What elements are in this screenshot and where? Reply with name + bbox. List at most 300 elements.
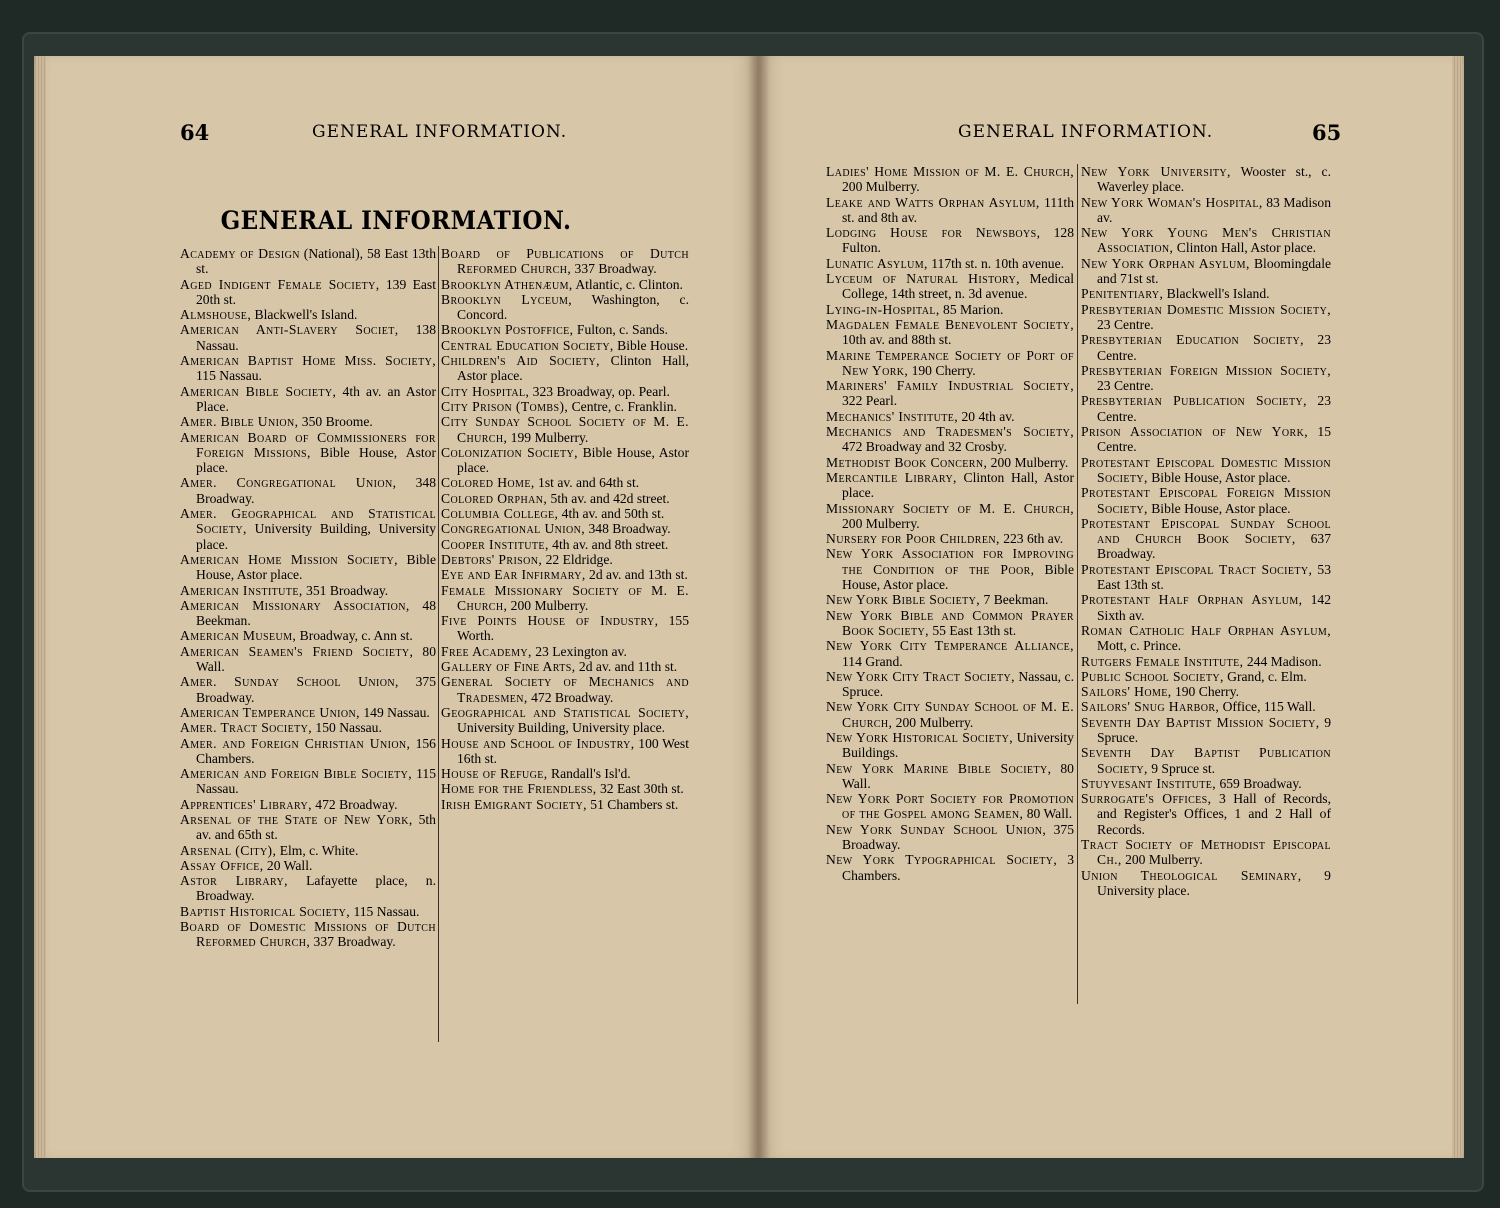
directory-entry xyxy=(441,521,689,536)
entry-address: 115 Nassau. xyxy=(196,368,262,384)
entry-address: 80 Wall. xyxy=(1023,806,1073,822)
directory-entry xyxy=(180,506,436,552)
entry-name: Presbyterian Publication Society, xyxy=(1081,393,1307,409)
directory-entry xyxy=(180,475,436,506)
entry-address: 5th av. and 42d street. xyxy=(547,490,670,506)
entry-address: 80 Wall. xyxy=(842,760,1074,791)
entry-address: 85 Marion. xyxy=(939,301,1004,317)
entry-address: University Building, University place. xyxy=(196,521,436,552)
entry-name: Penitentiary, xyxy=(1081,286,1164,302)
directory-entry xyxy=(441,781,689,796)
directory-entry xyxy=(826,791,1074,822)
entry-address: 9 Spruce. xyxy=(1097,714,1331,745)
directory-entry xyxy=(180,628,436,643)
entry-name: New York Woman's Hospital, xyxy=(1081,194,1263,210)
entry-address: 138 Nassau. xyxy=(196,322,437,353)
entry-name: American Board of Commissioners for Foreign Missions, xyxy=(180,429,436,460)
directory-entry xyxy=(441,445,689,476)
entry-name: Roman Catholic Half Orphan Asylum, xyxy=(1081,622,1331,638)
entry-name: Board of Domestic Missions of Dutch Reformed Church, xyxy=(180,919,436,950)
entry-name: Board of Publications of Dutch Reformed Church, xyxy=(441,246,689,277)
directory-entry xyxy=(180,720,436,735)
directory-entry xyxy=(1081,195,1331,226)
entry-name: Marine Temperance Society of Port of New York, xyxy=(826,347,1074,378)
entry-name: Children's Aid Society, xyxy=(441,353,600,369)
directory-entry xyxy=(180,322,436,353)
entry-name: Protestant Episcopal Sunday School and Church Book Society, xyxy=(1081,515,1331,547)
entry-name: New York Association for Improving the Condition of the Poor, xyxy=(826,546,1074,577)
entry-address: 322 Pearl. xyxy=(842,393,898,409)
entry-address: Bible House, Astor place. xyxy=(1147,500,1291,516)
right-page-edges xyxy=(1452,56,1462,1158)
directory-entry xyxy=(180,797,436,812)
entry-address: Bible House, Astor place. xyxy=(196,551,436,583)
entry-name: New York Historical Society, xyxy=(826,729,1014,745)
directory-entry xyxy=(826,271,1074,302)
entry-address: Medical College, 14th street, n. 3d avenue. xyxy=(842,271,1075,302)
entry-name: New York Bible and Common Prayer Book Society, xyxy=(826,607,1074,638)
entry-name: Protestant Episcopal Tract Society, xyxy=(1081,561,1313,577)
entry-name: Eye and Ear Infirmary, xyxy=(441,567,586,583)
entry-name: Magdalen Female Benevolent Society, xyxy=(826,316,1074,332)
entry-address: 200 Mulberry. xyxy=(507,597,589,613)
directory-entry xyxy=(826,195,1074,226)
directory-entry xyxy=(1081,485,1331,516)
entry-address: 22 Eldridge. xyxy=(542,551,613,567)
entry-name: Apprentices' Library, xyxy=(180,796,312,812)
left-page-edges xyxy=(36,56,46,1158)
entry-name: Astor Library, xyxy=(180,873,288,889)
entry-address: 190 Cherry. xyxy=(908,362,976,378)
entry-address: 114 Grand. xyxy=(842,653,903,669)
directory-entry xyxy=(441,277,689,292)
section-title: GENERAL INFORMATION. xyxy=(220,206,572,235)
right-column-2 xyxy=(1081,164,1331,898)
directory-entry xyxy=(441,644,689,659)
entry-address: Bible House, Astor place. xyxy=(196,444,436,476)
entry-address: 375 Broadway. xyxy=(196,674,436,705)
entry-address: University Building, University place. xyxy=(457,720,666,736)
entry-name: Union Theological Seminary, xyxy=(1081,867,1302,883)
entry-address: Mott, c. Prince. xyxy=(1097,638,1182,654)
entry-name: Surrogate's Offices, xyxy=(1081,791,1212,807)
directory-entry xyxy=(1081,745,1331,776)
entry-name: Colored Orphan, xyxy=(441,490,548,506)
entry-address: Washington, c. Concord. xyxy=(457,291,689,323)
directory-entry xyxy=(441,583,689,614)
entry-name: Irish Emigrant Society, xyxy=(441,796,587,812)
entry-name: Amer. Tract Society, xyxy=(180,720,313,736)
entry-address: 190 Cherry. xyxy=(1171,684,1240,700)
entry-address: 23 Centre. xyxy=(1097,393,1331,424)
directory-entry xyxy=(1081,256,1331,287)
directory-entry xyxy=(441,292,689,323)
directory-entry xyxy=(180,674,436,705)
entry-name: Congregational Union, xyxy=(441,521,586,537)
directory-entry xyxy=(180,384,436,415)
entry-address: 4th av. an Astor Place. xyxy=(196,383,436,414)
entry-name: New York Marine Bible Society, xyxy=(826,760,1052,776)
entry-name: Tract Society of Methodist Episcopal Ch., xyxy=(1081,837,1331,868)
directory-entry xyxy=(1081,225,1331,256)
entry-address: 200 Mulberry. xyxy=(892,714,974,730)
directory-entry xyxy=(826,546,1074,592)
entry-address: 348 Broadway. xyxy=(585,521,671,537)
directory-entry xyxy=(826,256,1074,271)
entry-address: 1st av. and 64th st. xyxy=(534,475,640,491)
entry-name: Cooper Institute, xyxy=(441,536,549,552)
book-gutter xyxy=(748,56,770,1158)
entry-address: 350 Broome. xyxy=(298,414,373,430)
entry-address: 155 Worth. xyxy=(457,613,689,644)
entry-name: Public School Society, xyxy=(1081,668,1224,684)
right-page-number: 65 xyxy=(1312,120,1342,145)
entry-name: Arsenal of the State of New York, xyxy=(180,811,413,827)
entry-address: 139 East 20th st. xyxy=(196,276,437,307)
entry-name: American Anti-Slavery Societ, xyxy=(180,322,399,338)
directory-entry xyxy=(1081,654,1331,669)
directory-entry xyxy=(826,378,1074,409)
entry-name: American Home Mission Society, xyxy=(180,551,398,567)
entry-name: Free Academy, xyxy=(441,643,532,659)
entry-name: Columbia College, xyxy=(441,506,559,522)
directory-entry xyxy=(180,858,436,873)
directory-entry xyxy=(180,552,436,583)
entry-name: Brooklyn Postoffice, xyxy=(441,322,574,338)
entry-address: Bloomingdale and 71st st. xyxy=(1097,255,1332,287)
directory-entry xyxy=(441,552,689,567)
directory-entry xyxy=(180,277,436,308)
directory-entry xyxy=(180,353,436,384)
entry-name: Brooklyn Lyceum, xyxy=(441,291,573,307)
directory-entry xyxy=(826,501,1074,532)
entry-address: 156 Chambers. xyxy=(196,735,436,766)
entry-name: Missionary Society of M. E. Church, xyxy=(826,500,1074,516)
directory-entry xyxy=(826,348,1074,379)
entry-address: 5th av. and 65th st. xyxy=(196,811,436,843)
entry-name: Ladies' Home Mission of M. E. Church, xyxy=(826,164,1074,179)
entry-name: City Sunday School Society of M. E. Church, xyxy=(441,414,689,445)
entry-address: Blackwell's Island. xyxy=(251,307,358,323)
entry-name: Protestant Half Orphan Asylum, xyxy=(1081,592,1303,608)
directory-entry xyxy=(826,730,1074,761)
entry-address: 199 Mulberry. xyxy=(507,429,589,445)
directory-entry xyxy=(180,644,436,675)
directory-entry xyxy=(180,812,436,843)
directory-entry xyxy=(441,399,689,414)
directory-entry xyxy=(826,822,1074,853)
entry-name: American Bible Society, xyxy=(180,383,337,399)
directory-entry xyxy=(1081,592,1331,623)
directory-entry xyxy=(1081,393,1331,424)
entry-name: Protestant Episcopal Foreign Mission Society, xyxy=(1081,485,1331,516)
entry-name: Presbyterian Domestic Mission Society, xyxy=(1081,301,1331,317)
entry-name: Home for the Friendless, xyxy=(441,781,597,797)
entry-name: Baptist Historical Society, xyxy=(180,903,351,919)
entry-address: Grand, c. Elm. xyxy=(1223,668,1307,684)
entry-name: Central Education Society, xyxy=(441,337,614,353)
directory-entry xyxy=(441,766,689,781)
entry-name: New York Port Society for Promotion of the Gospel among Seamen, xyxy=(826,791,1074,822)
entry-address: 2d av. and 13th st. xyxy=(585,567,688,583)
entry-name: Lying-in-Hospital, xyxy=(826,301,940,317)
entry-name: New York Bible Society, xyxy=(826,592,981,608)
left-column-2 xyxy=(441,246,689,812)
entry-address: Nassau, c. Spruce. xyxy=(842,668,1074,700)
entry-name: General Society of Mechanics and Tradesmen, xyxy=(441,674,689,705)
entry-name: Mariners' Family Industrial Society, xyxy=(826,378,1074,394)
directory-entry xyxy=(180,873,436,904)
entry-address: 375 Broadway. xyxy=(842,821,1074,853)
entry-address: 80 Wall. xyxy=(196,643,436,675)
entry-address: 117th st. n. 10th avenue. xyxy=(927,255,1065,271)
directory-entry xyxy=(180,246,436,277)
entry-address: 3 Hall of Records, and Register's Offices, 1 and 2 Hall of Records. xyxy=(1097,791,1331,837)
directory-entry xyxy=(441,567,689,582)
left-column-1 xyxy=(180,246,436,950)
entry-name: American Missionary Association, xyxy=(180,597,410,613)
directory-entry xyxy=(1081,837,1331,868)
directory-entry xyxy=(180,430,436,476)
directory-entry xyxy=(1081,699,1331,714)
entry-address: 15 Centre. xyxy=(1097,424,1332,455)
entry-address: 10th av. and 88th st. xyxy=(842,332,952,348)
directory-entry xyxy=(826,761,1074,792)
directory-entry xyxy=(1081,455,1331,486)
entry-address: Bible House. xyxy=(613,337,689,353)
entry-name: Almshouse, xyxy=(180,307,252,323)
entry-address: 200 Mulberry. xyxy=(842,515,920,531)
left-running-head: GENERAL INFORMATION. xyxy=(312,122,568,142)
directory-entry xyxy=(1081,623,1331,654)
directory-entry xyxy=(441,338,689,353)
entry-address: Clinton Hall, Astor place. xyxy=(457,353,689,384)
entry-name: Gallery of Fine Arts, xyxy=(441,659,576,675)
entry-address: 337 Broadway. xyxy=(571,261,657,277)
entry-address: Office, 115 Wall. xyxy=(1219,699,1316,715)
left-column-rule xyxy=(438,246,439,1042)
directory-entry xyxy=(441,353,689,384)
entry-name: Brooklyn Athenæum, xyxy=(441,276,573,292)
entry-name: New York City Temperance Alliance, xyxy=(826,638,1074,654)
entry-address: 100 West 16th st. xyxy=(457,735,689,766)
directory-entry xyxy=(1081,669,1331,684)
directory-entry xyxy=(1081,562,1331,593)
entry-name: New York Sunday School Union, xyxy=(826,821,1047,837)
entry-address: 32 East 30th st. xyxy=(596,781,684,797)
directory-entry xyxy=(1081,332,1331,363)
entry-address: 323 Broadway, op. Pearl. xyxy=(529,383,670,399)
entry-address: 55 East 13th st. xyxy=(928,622,1017,638)
entry-name: Methodist Book Concern, xyxy=(826,454,988,470)
entry-address: 351 Broadway. xyxy=(302,582,389,598)
entry-name: Aged Indigent Female Society, xyxy=(180,276,380,292)
entry-address: Randall's Isl'd. xyxy=(547,766,631,782)
entry-address: 23 Centre. xyxy=(1097,316,1154,332)
directory-entry xyxy=(441,475,689,490)
entry-address: Broadway, c. Ann st. xyxy=(296,628,413,644)
directory-entry xyxy=(1081,286,1331,301)
entry-name: Assay Office, xyxy=(180,857,264,873)
entry-name: Sailors' Home, xyxy=(1081,684,1172,700)
directory-entry xyxy=(1081,868,1331,899)
directory-entry xyxy=(826,608,1074,639)
directory-entry xyxy=(441,246,689,277)
entry-name: Colonization Society, xyxy=(441,444,578,460)
entry-name: Stuyvesant Institute, xyxy=(1081,775,1217,791)
entry-name: Rutgers Female Institute, xyxy=(1081,653,1244,669)
entry-address: 23 Centre. xyxy=(1097,378,1154,394)
entry-address: 128 Fulton. xyxy=(842,225,1074,256)
entry-name: New York Typographical Society, xyxy=(826,852,1058,868)
entry-address: 23 Centre. xyxy=(1097,332,1331,363)
entry-address: 51 Chambers st. xyxy=(586,796,679,812)
entry-name: New York Orphan Asylum, xyxy=(1081,255,1250,271)
entry-address: 9 Spruce st. xyxy=(1147,760,1216,776)
directory-entry xyxy=(826,164,1074,195)
entry-name: New York University, xyxy=(1081,164,1231,179)
entry-name: Amer. Bible Union, xyxy=(180,414,299,430)
entry-name: Amer. Congregational Union, xyxy=(180,475,397,491)
directory-entry xyxy=(1081,776,1331,791)
directory-entry xyxy=(826,699,1074,730)
entry-name: City Prison (Tombs), xyxy=(441,398,569,414)
directory-entry xyxy=(826,638,1074,669)
entry-address: Bible House, Astor place. xyxy=(1147,469,1291,485)
directory-entry xyxy=(441,491,689,506)
entry-name: City Hospital, xyxy=(441,383,530,399)
directory-entry xyxy=(826,592,1074,607)
entry-name: Academy of Design xyxy=(180,246,300,261)
entry-address: 23 Lexington av. xyxy=(531,643,627,659)
entry-address: Clinton Hall, Astor place. xyxy=(842,469,1074,501)
entry-address: Lafayette place, n. Broadway. xyxy=(196,873,436,904)
directory-entry xyxy=(441,705,689,736)
directory-entry xyxy=(180,766,436,797)
entry-name: Prison Association of New York, xyxy=(1081,424,1308,440)
entry-address: 149 Nassau. xyxy=(359,704,430,720)
entry-address: Fulton, c. Sands. xyxy=(573,322,668,338)
entry-address: 200 Mulberry. xyxy=(1121,852,1203,868)
directory-entry xyxy=(1081,684,1331,699)
entry-name: Mercantile Library, xyxy=(826,469,957,485)
directory-entry xyxy=(826,531,1074,546)
left-page-number: 64 xyxy=(180,120,210,145)
right-running-head: GENERAL INFORMATION. xyxy=(958,122,1214,142)
entry-address: 659 Broadway. xyxy=(1216,775,1302,791)
directory-entry xyxy=(180,919,436,950)
directory-entry xyxy=(441,414,689,445)
entry-address: 223 6th av. xyxy=(999,531,1064,547)
entry-address: 20 4th av. xyxy=(958,408,1015,424)
directory-entry xyxy=(441,537,689,552)
entry-address: 2d av. and 11th st. xyxy=(575,659,678,675)
directory-entry xyxy=(441,674,689,705)
directory-entry xyxy=(441,736,689,767)
entry-address: 472 Broadway. xyxy=(527,689,614,705)
entry-name: New York City Sunday School of M. E. Church, xyxy=(826,699,1074,730)
entry-name: American Seamen's Friend Society, xyxy=(180,643,414,659)
directory-entry xyxy=(441,797,689,812)
entry-name: Presbyterian Education Society, xyxy=(1081,332,1304,348)
entry-address: Blackwell's Island. xyxy=(1163,286,1270,302)
entry-address: 4th av. and 8th street. xyxy=(548,536,669,552)
entry-address: 150 Nassau. xyxy=(312,720,382,736)
entry-name: New York City Tract Society, xyxy=(826,668,1015,684)
entry-address: Centre, c. Franklin. xyxy=(568,398,677,414)
entry-name: Seventh Day Baptist Mission Society, xyxy=(1081,714,1320,730)
directory-entry xyxy=(441,322,689,337)
entry-name: Five Points House of Industry, xyxy=(441,613,659,629)
entry-name: Leake and Watts Orphan Asylum, xyxy=(826,194,1040,210)
entry-name: American Museum, xyxy=(180,628,297,644)
entry-address: 48 Beekman. xyxy=(196,597,436,629)
directory-entry xyxy=(1081,516,1331,562)
entry-name: Geographical and Statistical Society, xyxy=(441,704,689,720)
entry-address: 142 Sixth av. xyxy=(1097,592,1331,623)
directory-entry xyxy=(180,843,436,858)
entry-address: 337 Broadway. xyxy=(310,934,396,950)
directory-entry xyxy=(1081,791,1331,837)
directory-entry xyxy=(826,302,1074,317)
entry-address: Atlantic, c. Clinton. xyxy=(572,276,683,292)
entry-name: Female Missionary Society of M. E. Church, xyxy=(441,582,689,613)
directory-entry xyxy=(441,384,689,399)
entry-address: 115 Nassau. xyxy=(350,903,420,919)
directory-entry xyxy=(1081,424,1331,455)
entry-name: Presbyterian Foreign Mission Society, xyxy=(1081,362,1331,378)
entry-name: Amer. and Foreign Christian Union, xyxy=(180,735,411,751)
entry-address: 3 Chambers. xyxy=(842,852,1074,883)
entry-name: American Institute, xyxy=(180,582,303,598)
right-column-rule xyxy=(1077,164,1078,1004)
directory-entry xyxy=(441,659,689,674)
entry-name: Nursery for Poor Children, xyxy=(826,531,1000,547)
entry-address: 7 Beekman. xyxy=(980,592,1049,608)
entry-name: American Temperance Union, xyxy=(180,704,360,720)
entry-name: House of Refuge, xyxy=(441,766,548,782)
directory-entry xyxy=(826,852,1074,883)
entry-address: Elm, c. White. xyxy=(276,842,359,858)
directory-entry xyxy=(826,470,1074,501)
directory-entry xyxy=(826,455,1074,470)
entry-address: University Buildings. xyxy=(842,729,1074,761)
entry-address: 200 Mulberry. xyxy=(842,179,920,195)
entry-name: American and Foreign Bible Society, xyxy=(180,766,413,782)
entry-address: Bible House, Astor place. xyxy=(457,444,689,476)
entry-address: Bible House, Astor place. xyxy=(842,561,1074,593)
directory-entry xyxy=(180,598,436,629)
entry-name: Amer. Sunday School Union, xyxy=(180,674,399,690)
entry-address: 83 Madison av. xyxy=(1097,194,1331,225)
entry-name: Colored Home, xyxy=(441,475,535,491)
directory-entry xyxy=(1081,302,1331,333)
entry-address: 53 East 13th st. xyxy=(1097,561,1331,593)
entry-address: 200 Mulberry. xyxy=(987,454,1069,470)
entry-address: Clinton Hall, Astor place. xyxy=(1173,240,1317,256)
entry-address: 472 Broadway. xyxy=(311,796,398,812)
entry-address: 20 Wall. xyxy=(263,857,313,873)
directory-entry xyxy=(826,669,1074,700)
entry-name: House and School of Industry, xyxy=(441,735,635,751)
directory-entry xyxy=(180,705,436,720)
entry-name: Amer. Geographical and Statistical Society, xyxy=(180,506,436,537)
entry-address: 115 Nassau. xyxy=(196,766,436,797)
directory-entry xyxy=(180,904,436,919)
entry-name: Lunatic Asylum, xyxy=(826,255,928,271)
directory-entry xyxy=(180,583,436,598)
directory-entry xyxy=(441,613,689,644)
